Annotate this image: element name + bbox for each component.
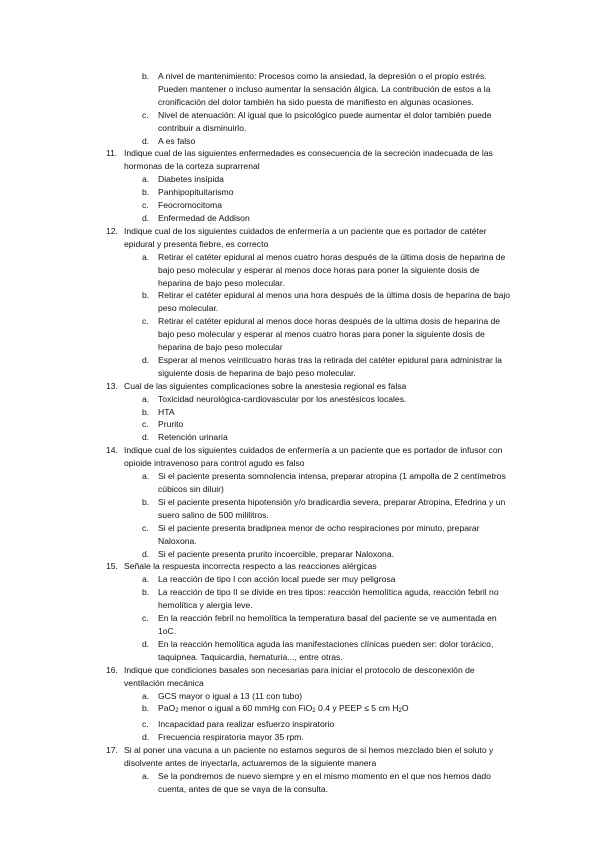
option-text: Retirar el catéter epidural al menos cuatro horas después de la última dosis de heparina de bajo peso molecular y esperar al menos doce horas para poner la siguiente dosis de heparina de bajo peso molecular. — [158, 251, 506, 288]
option-text: Si el paciente presenta somnolencia intensa, preparar atropina (1 ampolla de 2 centímetros cúbicos sin diluir) — [158, 471, 506, 494]
question-number: 17. — [106, 745, 118, 756]
option-text: Diabetes insípida — [158, 174, 224, 185]
option-item — [0, 135, 599, 148]
option-item — [0, 315, 599, 354]
option-text: En la reacción febril no hemolítica la temperatura basal del paciente se ve aumentada en 1oC. — [158, 613, 497, 636]
option-item — [0, 718, 599, 731]
option-item — [0, 731, 599, 744]
option-text: Incapacidad para realizar esfuerzo inspiratorio — [158, 719, 335, 730]
option-letter: c. — [142, 522, 149, 533]
option-letter: b. — [142, 703, 150, 714]
question-11 — [0, 147, 599, 173]
question-12 — [0, 225, 599, 251]
text-fragment: O — [401, 703, 409, 714]
option-text: La reacción de tipo I con acción local puede ser muy peligrosa — [158, 574, 396, 585]
question-text: Indique que condiciones basales son necesarias para iniciar el protocolo de desconexión de ventilación mecánica — [124, 664, 475, 688]
option-item — [0, 470, 599, 496]
option-item — [0, 690, 599, 703]
option-letter: d. — [142, 212, 150, 223]
question-number: 15. — [106, 561, 118, 572]
option-item — [0, 548, 599, 561]
option-item — [0, 522, 599, 548]
text-fragment: menor o igual a 60 mmHg con FiO — [178, 703, 313, 714]
option-text: Panhipopituitarismo — [158, 187, 234, 198]
option-item — [0, 212, 599, 225]
question-text: Si al poner una vacuna a un paciente no estamos seguros de si hemos mezclado bien el soluto y disolvente antes de inyectarla, actuaremos de la siguiente manera — [124, 745, 494, 769]
option-item — [0, 612, 599, 638]
option-item — [0, 573, 599, 586]
option-letter: c. — [142, 316, 149, 327]
option-text: En la reacción hemolítica aguda las manifestaciones clínicas pueden ser: dolor torácico, taquipnea. Taquicardia, hematuria..., entre otras. — [158, 638, 494, 662]
option-text: Esperar al menos veinticuatro horas tras la retirada del catéter epidural para administrar la siguiente dosis de heparina de bajo peso molecular. — [158, 354, 502, 378]
option-text: Feocromocitoma — [158, 200, 222, 211]
option-letter: d. — [142, 135, 150, 146]
option-letter: c. — [142, 613, 149, 624]
option-letter: a. — [142, 690, 150, 701]
option-text: Toxicidad neurológica-cardiovascular por los anestésicos locales. — [158, 393, 407, 404]
option-letter: a. — [142, 574, 150, 585]
option-letter: d. — [142, 732, 150, 743]
option-letter: a. — [142, 174, 150, 185]
question-number: 12. — [106, 225, 118, 236]
option-letter: b. — [142, 496, 150, 507]
option-text: Prurito — [158, 419, 184, 430]
option-letter: a. — [142, 770, 150, 781]
question-text: Indique cual de los siguientes cuidados de enfermería a un paciente que es portador de catéter epidural y presenta fiebre, es correcto — [124, 225, 487, 249]
option-text: A es falso — [158, 135, 196, 146]
question-text: Señale la respuesta incorrecta respecto a las reacciones alérgicas — [124, 561, 377, 572]
question-number: 13. — [106, 380, 118, 391]
option-letter: d. — [142, 638, 150, 649]
option-letter: a. — [142, 393, 150, 404]
option-letter: a. — [142, 251, 150, 262]
question-number: 11. — [106, 148, 118, 159]
option-item — [0, 406, 599, 419]
option-item — [0, 702, 599, 718]
option-text: Frecuencia respiratoria mayor 35 rpm. — [158, 732, 304, 743]
option-text: A nivel de mantenimiento: Procesos como la ansiedad, la depresión o el propio estrés. Pueden mantener o incluso aumentar la sensación álgica. La contribución de estos a la cronificación del dolor también ha sido puesta de manifiesto en algunas ocasiones. — [158, 71, 491, 107]
text-fragment: PaO — [158, 703, 176, 714]
question-text: Indique cual de las siguientes enfermedades es consecuencia de la secreción inadecuada de las hormonas de la corteza suprarrenal — [124, 148, 493, 172]
option-letter: d. — [142, 548, 150, 559]
option-letter: c. — [142, 200, 149, 211]
option-text: HTA — [158, 406, 175, 417]
option-text: Retirar el catéter epidural al menos doce horas después de la ultima dosis de heparina de bajo peso molecular y esperar al menos cuatro horas para poner la siguiente dosis de heparina de bajo peso molecular — [158, 316, 501, 353]
question-17 — [0, 744, 599, 770]
subscript: 2 — [312, 708, 316, 715]
option-text: Se la pondremos de nuevo siempre y en el mismo momento en el que nos hemos dado cuenta, antes de que se vaya de la consulta. — [158, 770, 491, 794]
option-item — [0, 393, 599, 406]
option-text: La reacción de tipo II se divide en tres tipos: reacción hemolítica aguda, reacción febril no hemolítica y alergia leve. — [158, 587, 499, 611]
option-letter: c. — [142, 419, 149, 430]
option-letter: a. — [142, 471, 150, 482]
option-item — [0, 418, 599, 431]
option-item — [0, 70, 599, 109]
question-16 — [0, 664, 599, 690]
option-text: Si el paciente presenta hipotensión y/o bradicardia severa, preparar Atropina, Efedrina y un suero salino de 500 mililitros. — [158, 496, 506, 520]
option-item — [0, 289, 599, 315]
option-text — [158, 703, 409, 713]
option-letter: b. — [142, 290, 150, 301]
option-item — [0, 638, 599, 664]
option-text: Retención urinaria — [158, 432, 228, 443]
option-letter: d. — [142, 354, 150, 365]
option-item — [0, 186, 599, 199]
question-text: Indique cual de los siguientes cuidados de enfermería a un paciente que es portador de infusor con opioide intravenoso para control agudo es falso — [124, 445, 503, 469]
option-item — [0, 770, 599, 796]
question-number: 14. — [106, 445, 118, 456]
question-14 — [0, 444, 599, 470]
option-item — [0, 109, 599, 135]
subscript: 2 — [398, 708, 402, 715]
text-fragment: 0.4 y PEEP ≤ 5 cm H — [315, 703, 399, 714]
option-letter: d. — [142, 432, 150, 443]
option-text: Si el paciente presenta prurito incoercible, preparar Naloxona. — [158, 548, 394, 559]
question-15 — [0, 560, 599, 573]
option-item — [0, 199, 599, 212]
option-letter: b. — [142, 587, 150, 598]
option-item — [0, 586, 599, 612]
option-letter: c. — [142, 109, 149, 120]
option-text: Enfermedad de Addison — [158, 212, 250, 223]
option-item — [0, 431, 599, 444]
document-body — [0, 70, 599, 796]
option-item — [0, 496, 599, 522]
subscript: 2 — [175, 708, 179, 715]
option-letter: b. — [142, 71, 150, 81]
question-13 — [0, 380, 599, 393]
option-text: Si el paciente presenta bradipnea menor de ocho respiraciones por minuto, preparar Naloxona. — [158, 522, 480, 546]
option-item — [0, 251, 599, 290]
option-text: Retirar el catéter epidural al menos una hora después de la última dosis de heparina de bajo peso molecular. — [158, 290, 511, 314]
option-text: Nivel de atenuación: Al igual que lo psicológico puede aumentar el dolor también puede contribuir a disminuirlo. — [158, 109, 492, 133]
option-letter: c. — [142, 719, 149, 730]
option-letter: b. — [142, 187, 150, 198]
option-letter: b. — [142, 406, 150, 417]
question-text: Cual de las siguientes complicaciones sobre la anestesia regional es falsa — [124, 380, 407, 391]
option-item — [0, 173, 599, 186]
option-item — [0, 354, 599, 380]
question-number: 16. — [106, 664, 118, 675]
option-text: GCS mayor o igual a 13 (11 con tubo) — [158, 690, 303, 701]
